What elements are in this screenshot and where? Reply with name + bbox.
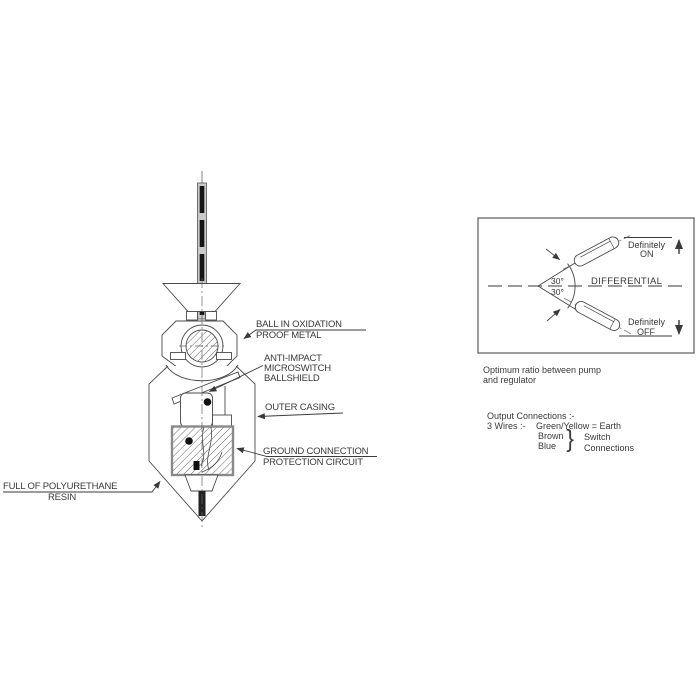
output-connections-wires-prefix: 3 Wires :-	[487, 420, 526, 431]
anti-impact-label-line1: ANTI-IMPACT	[264, 352, 322, 364]
definitely-on-line2: ON	[640, 248, 654, 259]
differential-title: DIFFERENTIAL	[591, 276, 663, 287]
resin-label-line2: RESIN	[48, 492, 77, 503]
anti-impact-label-line2: MICROSWITCH	[264, 362, 331, 374]
panel-caption-line2: and regulator	[483, 374, 537, 385]
output-connections-brown-wire: Brown	[538, 430, 564, 441]
panel-caption-line1: Optimum ratio between pump	[483, 364, 602, 375]
angle-pointer-bottom	[547, 310, 560, 322]
output-connections-line1: Output Connections :-	[487, 410, 575, 421]
outer-casing-label: OUTER CASING	[265, 402, 335, 413]
ground-protection-circuit	[172, 427, 233, 476]
ground-label-line2: PROTECTION CIRCUIT	[263, 457, 363, 468]
wire-group-brace: }	[566, 425, 574, 453]
output-connections-blue-wire: Blue	[538, 440, 557, 451]
definitely-on-line1: Definitely	[628, 239, 666, 250]
ball-label-line2: PROOF METAL	[256, 330, 322, 341]
angle-value-top: 30°	[551, 275, 564, 286]
float-capsule-off	[564, 298, 631, 334]
switch-connections-line2: Connections	[584, 442, 635, 453]
leader-outer-casing-label	[258, 413, 343, 417]
definitely-off-line1: Definitely	[628, 317, 666, 327]
angle-pointer-top	[546, 249, 560, 260]
definitely-off-line2: OFF	[637, 326, 655, 337]
anti-impact-label-line3: BALLSHIELD	[264, 372, 320, 384]
ground-label-line1: GROUND CONNECTION	[263, 445, 369, 457]
ball-label-line1: BALL IN OXIDATION	[256, 318, 342, 330]
output-connections-earth-wire: Green/Yellow = Earth	[536, 420, 621, 431]
switch-connections-line1: Switch	[584, 432, 611, 442]
angle-value-bottom: 30°	[551, 287, 564, 297]
resin-label-line1: FULL OF POLYURETHANE	[3, 480, 118, 492]
